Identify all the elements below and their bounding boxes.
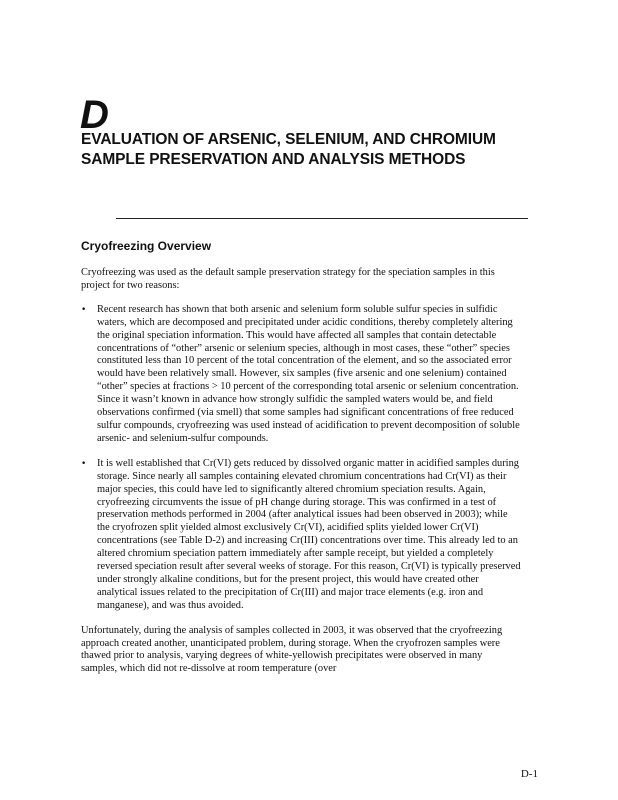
list-item-text: Recent research has shown that both arsenic and selenium form soluble sulfur species in sulfidic waters, which are decomposed and precipitated under acidic conditions, thereby completely altering the original speciation information. This would have affected all samples that contain detectable concentrations of “other” arsenic or selenium species, although in most cases, these “other” species constituted less than 10 percent of the total concentration of the element, and so the associated error would have been relatively small. However, six samples (five arsenic and one selenium) contained “other” species at fractions > 10 percent of the corresponding total arsenic or selenium concentration. Since it wasn’t known in advance how strongly sulfidic the sampled waters would be, and field observations confirmed (via smell) that some samples had significant concentrations of free reduced sulfur compounds, cryofreezing was used instead of acidification to prevent decomposition of soluble arsenic- and selenium-sulfur compounds. [97,303,520,444]
bullet-icon: • [81,458,87,469]
chapter-title: EVALUATION OF ARSENIC, SELENIUM, AND CHROMIUM SAMPLE PRESERVATION AND ANALYSIS METHODS [81,131,496,168]
section-heading: Cryofreezing Overview [81,239,212,253]
bullet-icon: • [81,304,87,315]
list-item [81,304,521,446]
page-number: D-1 [520,768,538,780]
list-item-text: It is well established that Cr(VI) gets reduced by dissolved organic matter in acidified samples during storage. Since nearly all samples containing elevated chromium concentrations had Cr(VI) as their major species, this could have led to significantly altered chromium speciation results. Again, cryofreezing circumvents the issue of pH change during storage. This was confirmed in a test of preservation methods performed in 2004 (after analytical issues had been observed in 2003); while the cryofrozen split yielded almost exclusively Cr(VI), acidified splits yielded lower Cr(VI) concentrations (see Table D-2) and increasing Cr(III) concentrations over time. This already led to an altered chromium speciation pattern immediately after sample receipt, but yielded a completely reversed speciation result after several weeks of storage. For this reason, Cr(VI) is typically preserved under strongly alkaline conditions, but for the present project, this would have created other analytical issues related to the precipitation of Cr(III) and major trace elements (e.g. iron and manganese), and was thus avoided. [97,457,521,611]
list-item [81,458,521,613]
closing-paragraph: Unfortunately, during the analysis of samples collected in 2003, it was observed that the cryofreezing approach created another, unanticipated problem, during storage. When the cryofrozen samples were thawed prior to analysis, varying degrees of white-yellowish precipitates were observed in many samples, which did not re-dissolve at room temperature (over [81,624,503,675]
intro-paragraph: Cryofreezing was used as the default sample preservation strategy for the speciation samples in this project for two reasons: [81,267,495,291]
title-divider [116,218,528,219]
chapter-letter: D [80,93,109,137]
body-text [81,267,521,687]
reasons-list [81,304,521,613]
